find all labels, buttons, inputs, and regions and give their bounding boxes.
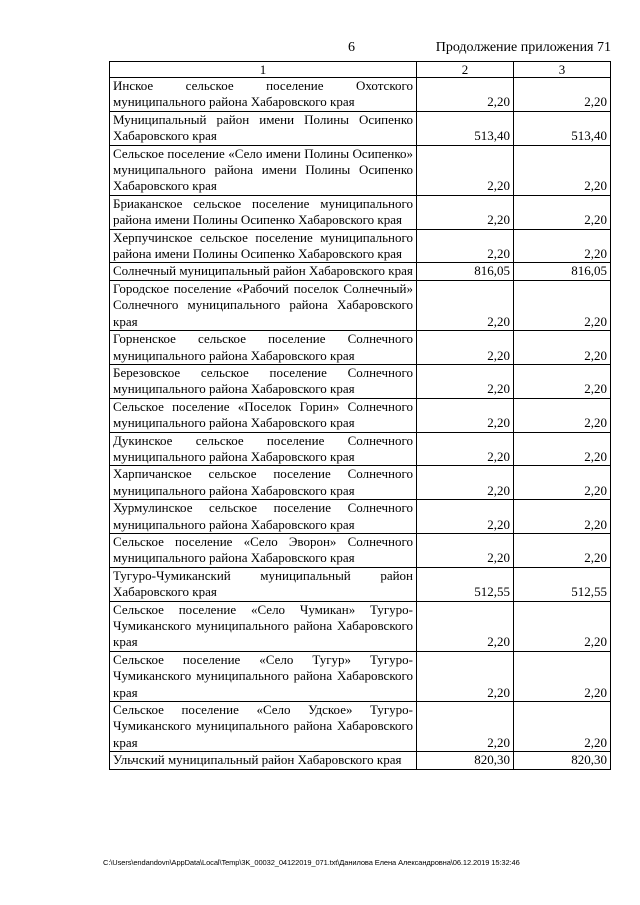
table-body	[110, 78, 611, 770]
row-name-cell: Бриаканское сельское поселение муниципального района имени Полины Осипенко Хабаровского края	[110, 195, 417, 229]
row-col3-cell: 513,40	[514, 111, 611, 145]
annex-table	[109, 61, 611, 770]
row-name-cell: Хурмулинское сельское поселение Солнечного муниципального района Хабаровского края	[110, 500, 417, 534]
table-row	[110, 533, 611, 567]
table-row	[110, 601, 611, 651]
row-col3-cell: 2,20	[514, 398, 611, 432]
row-col3-cell: 816,05	[514, 263, 611, 280]
row-col3-cell: 2,20	[514, 331, 611, 365]
row-col2-cell: 820,30	[417, 752, 514, 769]
table-row	[110, 752, 611, 769]
row-col3-cell: 820,30	[514, 752, 611, 769]
row-col2-cell: 2,20	[417, 432, 514, 466]
row-col2-cell: 2,20	[417, 500, 514, 534]
row-name-cell: Горненское сельское поселение Солнечного муниципального района Хабаровского края	[110, 331, 417, 365]
row-col2-cell: 2,20	[417, 398, 514, 432]
row-col3-cell: 2,20	[514, 432, 611, 466]
table-row	[110, 702, 611, 752]
continuation-label: Продолжение приложения 71	[435, 40, 611, 55]
row-col2-cell: 2,20	[417, 78, 514, 112]
table-row	[110, 263, 611, 280]
row-name-cell: Инское сельское поселение Охотского муниципального района Хабаровского края	[110, 78, 417, 112]
row-col2-cell: 2,20	[417, 195, 514, 229]
table-row	[110, 432, 611, 466]
table-row	[110, 331, 611, 365]
row-col2-cell: 2,20	[417, 280, 514, 330]
table-row	[110, 78, 611, 112]
row-name-cell: Тугуро-Чумиканский муниципальный район Хабаровского края	[110, 567, 417, 601]
table-row	[110, 398, 611, 432]
row-name-cell: Сельское поселение «Село Удское» Тугуро-Чумиканского муниципального района Хабаровского края	[110, 702, 417, 752]
column-header-3: 3	[514, 62, 611, 78]
row-col3-cell: 2,20	[514, 651, 611, 701]
row-col2-cell: 816,05	[417, 263, 514, 280]
table-row	[110, 195, 611, 229]
table-row	[110, 500, 611, 534]
table-header-row	[110, 62, 611, 78]
row-col3-cell: 512,55	[514, 567, 611, 601]
row-col3-cell: 2,20	[514, 601, 611, 651]
row-col2-cell: 512,55	[417, 567, 514, 601]
row-name-cell: Солнечный муниципальный район Хабаровского края	[110, 263, 417, 280]
table-row	[110, 364, 611, 398]
column-header-2: 2	[417, 62, 514, 78]
row-name-cell: Сельское поселение «Поселок Горин» Солнечного муниципального района Хабаровского края	[110, 398, 417, 432]
table-row	[110, 145, 611, 195]
row-col2-cell: 2,20	[417, 331, 514, 365]
row-name-cell: Херпучинское сельское поселение муниципального района имени Полины Осипенко Хабаровского края	[110, 229, 417, 263]
page-number: 6	[348, 40, 355, 55]
row-name-cell: Харпичанское сельское поселение Солнечного муниципального района Хабаровского края	[110, 466, 417, 500]
row-col3-cell: 2,20	[514, 280, 611, 330]
row-name-cell: Городское поселение «Рабочий поселок Солнечный» Солнечного муниципального района Хабаровского края	[110, 280, 417, 330]
table-row	[110, 229, 611, 263]
row-name-cell: Сельское поселение «Село Тугур» Тугуро-Чумиканского муниципального района Хабаровского края	[110, 651, 417, 701]
row-col3-cell: 2,20	[514, 500, 611, 534]
table-row	[110, 567, 611, 601]
row-name-cell: Муниципальный район имени Полины Осипенко Хабаровского края	[110, 111, 417, 145]
row-col2-cell: 2,20	[417, 466, 514, 500]
row-name-cell: Сельское поселение «Село Чумикан» Тугуро-Чумиканского муниципального района Хабаровского края	[110, 601, 417, 651]
row-col2-cell: 2,20	[417, 601, 514, 651]
row-name-cell: Ульчский муниципальный район Хабаровского края	[110, 752, 417, 769]
column-header-1: 1	[110, 62, 417, 78]
row-name-cell: Сельское поселение «Село Эворон» Солнечного муниципального района Хабаровского края	[110, 533, 417, 567]
row-col3-cell: 2,20	[514, 195, 611, 229]
row-name-cell: Березовское сельское поселение Солнечного муниципального района Хабаровского края	[110, 364, 417, 398]
row-name-cell: Сельское поселение «Село имени Полины Осипенко» муниципального района имени Полины Осипенко Хабаровского края	[110, 145, 417, 195]
row-col2-cell: 2,20	[417, 364, 514, 398]
table-row	[110, 651, 611, 701]
footer-file-path: C:\Users\endandovn\AppData\Local\Temp\3K_00032_04122019_071.txt\Данилова Елена Александровна\06.12.2019 15:32:46	[103, 858, 520, 867]
row-col2-cell: 2,20	[417, 702, 514, 752]
row-col3-cell: 2,20	[514, 702, 611, 752]
row-col2-cell: 2,20	[417, 651, 514, 701]
row-col3-cell: 2,20	[514, 533, 611, 567]
table-row	[110, 466, 611, 500]
row-col3-cell: 2,20	[514, 145, 611, 195]
row-col3-cell: 2,20	[514, 466, 611, 500]
row-name-cell: Дукинское сельское поселение Солнечного муниципального района Хабаровского края	[110, 432, 417, 466]
row-col3-cell: 2,20	[514, 78, 611, 112]
row-col3-cell: 2,20	[514, 364, 611, 398]
row-col2-cell: 2,20	[417, 145, 514, 195]
row-col2-cell: 2,20	[417, 229, 514, 263]
table-row	[110, 280, 611, 330]
row-col2-cell: 513,40	[417, 111, 514, 145]
table-row	[110, 111, 611, 145]
row-col3-cell: 2,20	[514, 229, 611, 263]
row-col2-cell: 2,20	[417, 533, 514, 567]
